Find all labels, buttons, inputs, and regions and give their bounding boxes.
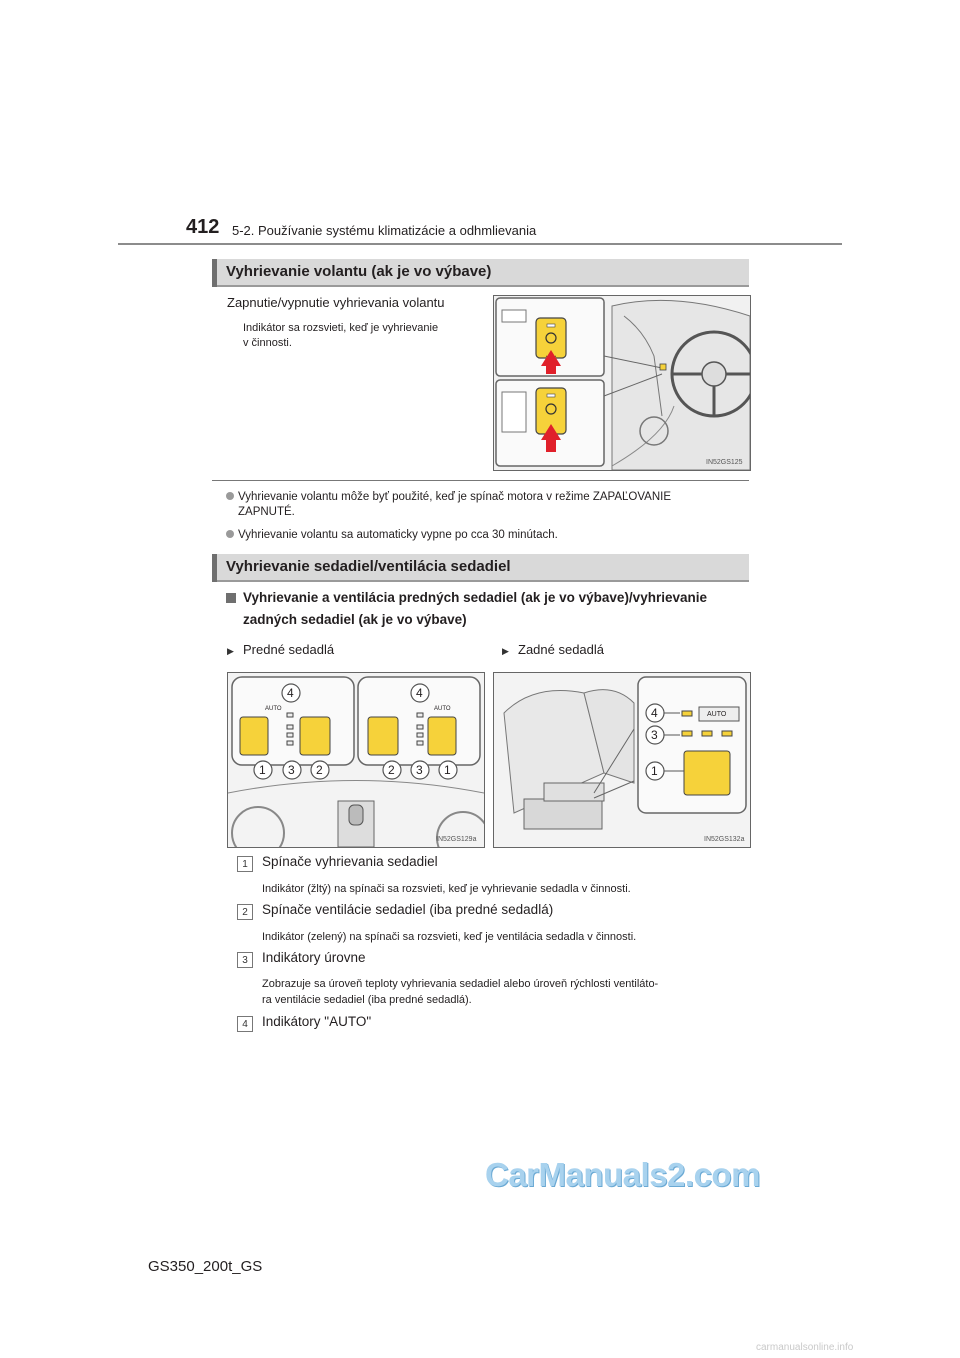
item-desc-line2: v činnosti. xyxy=(243,337,292,349)
callout-4: 4 xyxy=(416,686,423,700)
item-title-seat-ventilation: Spínače ventilácie sedadiel (iba predné sedadlá) xyxy=(262,902,554,917)
item-desc-seat-heater: Indikátor (žltý) na spínači sa rozsvieti, keď je vyhrievanie sedadla v činnosti. xyxy=(262,883,631,895)
auto-label: AUTO xyxy=(707,711,727,718)
callout-1: 1 xyxy=(259,763,266,777)
header-rule xyxy=(118,243,842,245)
item-title-auto-indicators: Indikátory "AUTO" xyxy=(262,1014,372,1029)
rear-seat-illustration xyxy=(493,672,751,848)
callout-2: 2 xyxy=(388,763,395,777)
callout-3: 3 xyxy=(651,728,658,742)
watermark-small: carmanualsonline.info xyxy=(756,1342,854,1353)
callout-3: 3 xyxy=(288,763,295,777)
item-desc-level-indicators-cont: ra ventilácie sedadiel (iba predné sedadlá). xyxy=(262,994,472,1006)
callout-2: 2 xyxy=(316,763,323,777)
steering-heater-svg xyxy=(494,296,750,470)
subheading-line2: zadných sedadiel (ak je vo výbave) xyxy=(243,612,467,627)
item-number-box: 3 xyxy=(237,952,253,968)
page-number: 412 xyxy=(186,216,220,238)
item-number-box: 2 xyxy=(237,904,253,920)
subheading-line1: Vyhrievanie a ventilácia predných sedadiel (ak je vo výbave)/vyhrievanie xyxy=(243,590,707,605)
watermark-logo: CarManuals2.com xyxy=(485,1156,760,1193)
rear-seats-label: Zadné sedadlá xyxy=(518,642,605,657)
item-title-seat-heater: Spínače vyhrievania sedadiel xyxy=(262,854,438,869)
bullet-dot xyxy=(226,492,234,500)
triangle-bullet-icon: ▶ xyxy=(502,646,509,656)
item-title-steering: Zapnutie/vypnutie vyhrievania volantu xyxy=(227,295,445,310)
image-code: IN52GS129a xyxy=(436,836,477,843)
auto-label: AUTO xyxy=(434,706,451,712)
rear-seat-svg xyxy=(494,673,750,847)
square-bullet-icon xyxy=(226,593,236,603)
front-seats-label: Predné sedadlá xyxy=(243,642,335,657)
bullet-text: Vyhrievanie volantu sa automaticky vypne po cca 30 minútach. xyxy=(238,529,558,541)
bullet-auto-off xyxy=(226,528,558,542)
section-heading-text: Vyhrievanie sedadiel/ventilácia sedadiel xyxy=(226,558,511,575)
callout-3: 3 xyxy=(416,763,423,777)
section-heading-seat-heater xyxy=(212,554,749,582)
bullet-text: Vyhrievanie volantu môže byť použité, keď je spínač motora v režime ZAPAĽOVANIE xyxy=(238,491,672,503)
item-desc-level-indicators: Zobrazuje sa úroveň teploty vyhrievania sedadiel alebo úroveň rýchlosti ventiláto- xyxy=(262,978,659,990)
bullet-ignition xyxy=(226,490,671,504)
front-seat-illustration xyxy=(227,672,485,848)
callout-1: 1 xyxy=(651,764,658,778)
steering-heater-illustration xyxy=(493,295,751,471)
bullet-ignition-cont: ZAPNUTÉ. xyxy=(238,506,295,518)
callout-4: 4 xyxy=(651,706,658,720)
item-number-box: 1 xyxy=(237,856,253,872)
item-desc-line1: Indikátor sa rozsvieti, keď je vyhrievanie xyxy=(243,322,439,334)
divider xyxy=(212,480,749,481)
triangle-bullet-icon: ▶ xyxy=(227,646,234,656)
image-code: IN52GS125 xyxy=(706,459,743,466)
auto-label: AUTO xyxy=(265,706,282,712)
item-desc-seat-ventilation: Indikátor (zelený) na spínači sa rozsvieti, keď je ventilácia sedadla v činnosti. xyxy=(262,931,637,943)
section-tab xyxy=(212,554,217,582)
bullet-dot xyxy=(226,530,234,538)
item-title-level-indicators: Indikátory úrovne xyxy=(262,950,366,965)
front-seat-svg xyxy=(228,673,484,847)
callout-4: 4 xyxy=(287,686,294,700)
section-tab xyxy=(212,259,217,287)
section-heading-text: Vyhrievanie volantu (ak je vo výbave) xyxy=(226,263,492,280)
callout-1: 1 xyxy=(444,763,451,777)
footer-model-code: GS350_200t_GS xyxy=(148,1258,263,1275)
image-code: IN52GS132a xyxy=(704,836,745,843)
section-heading-steering-heater xyxy=(212,259,749,287)
running-head: 5-2. Používanie systému klimatizácie a odhmlievania xyxy=(232,223,537,238)
item-number-box: 4 xyxy=(237,1016,253,1032)
